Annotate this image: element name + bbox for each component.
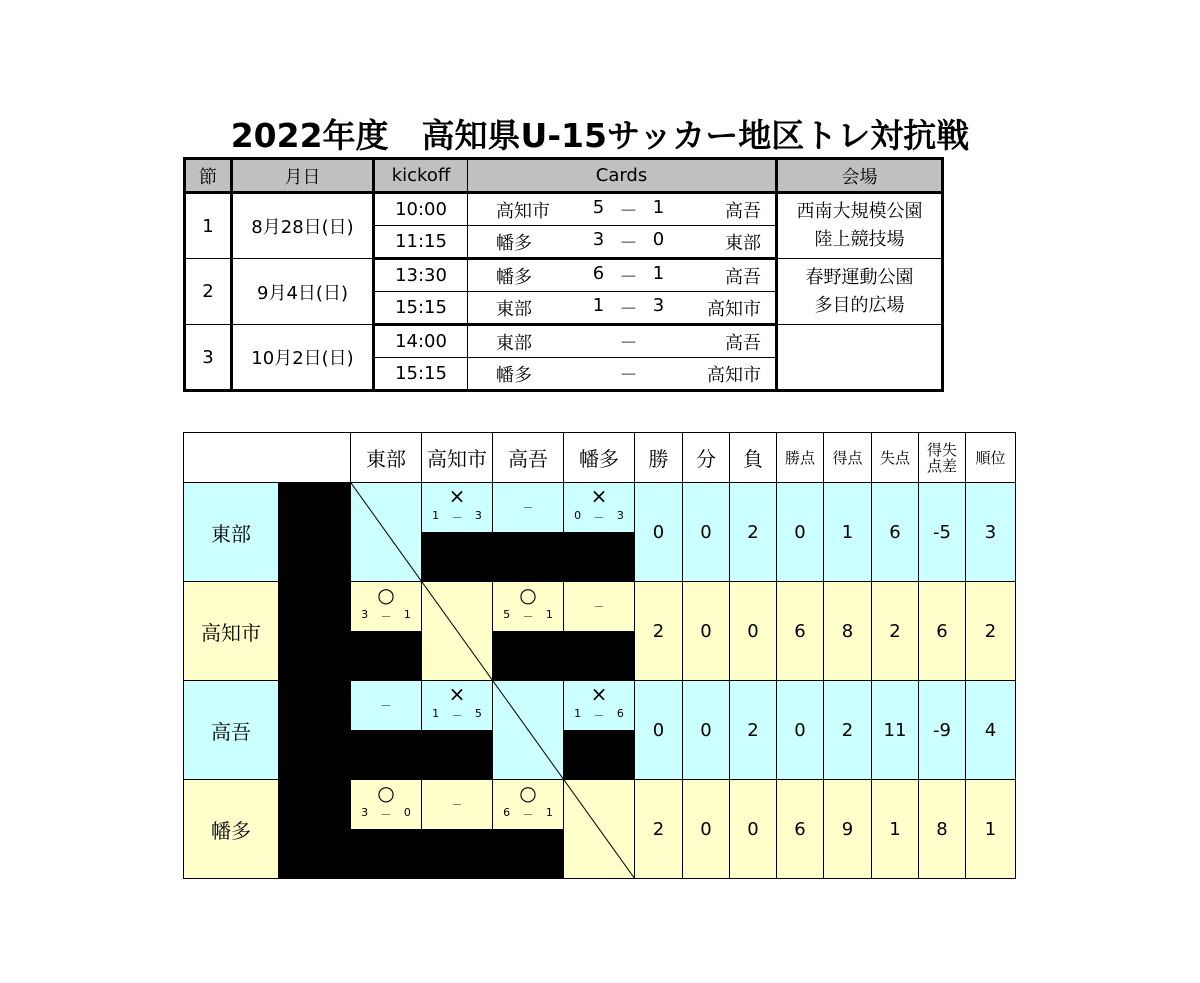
unplayed-dash: － bbox=[451, 798, 463, 812]
away-score bbox=[652, 329, 666, 355]
score-separator: － bbox=[619, 266, 638, 288]
diagonal-stroke bbox=[493, 681, 564, 780]
standings-grid bbox=[183, 432, 1015, 878]
score-separator: － bbox=[619, 364, 638, 386]
black-column bbox=[278, 482, 351, 879]
goals-against: 3 bbox=[616, 509, 624, 522]
goals-against: 3 bbox=[474, 509, 482, 522]
result-score bbox=[351, 608, 421, 624]
stat-cell: 6 bbox=[776, 581, 824, 681]
win-mark: ○ bbox=[377, 781, 395, 805]
stat-cell: 2 bbox=[729, 680, 777, 780]
match-score bbox=[569, 329, 689, 355]
row-team-name: 高知市 bbox=[183, 581, 279, 681]
stat-cell: 2 bbox=[823, 680, 872, 780]
black-cell bbox=[492, 532, 564, 583]
win-mark: ○ bbox=[377, 583, 395, 607]
away-team: 高吾 bbox=[725, 332, 761, 354]
away-score bbox=[652, 361, 666, 387]
home-score: 1 bbox=[592, 294, 605, 316]
away-team: 高吾 bbox=[725, 200, 761, 222]
match-card bbox=[468, 259, 777, 292]
venue-line1: 西南大規模公園 bbox=[796, 201, 923, 222]
score-separator: － bbox=[619, 332, 638, 354]
match-score bbox=[569, 197, 689, 223]
stat-cell: 8 bbox=[823, 581, 872, 681]
stat-cell: 1 bbox=[823, 482, 872, 582]
schedule-row bbox=[185, 193, 943, 226]
diagonal-line bbox=[351, 483, 422, 582]
match-card bbox=[468, 325, 777, 358]
score-dash: － bbox=[593, 511, 605, 524]
header-goal-diff-line1: 得失 bbox=[926, 440, 957, 459]
schedule-row bbox=[185, 325, 943, 358]
schedule-header-row bbox=[185, 159, 943, 193]
match-venue bbox=[777, 193, 943, 259]
result-score bbox=[422, 707, 492, 723]
result-cell bbox=[492, 581, 564, 632]
match-line bbox=[468, 197, 775, 223]
black-cell bbox=[350, 631, 422, 682]
stat-cell: 2 bbox=[871, 581, 919, 681]
diagonal-line bbox=[493, 681, 564, 780]
home-team: 東部 bbox=[496, 298, 532, 320]
stat-cell: 4 bbox=[965, 680, 1016, 780]
away-team: 高知市 bbox=[707, 364, 761, 386]
black-cell bbox=[421, 730, 493, 781]
stat-cell: 0 bbox=[682, 482, 730, 582]
diagonal-stroke bbox=[351, 483, 422, 582]
result-cell bbox=[492, 482, 564, 533]
goals-for: 6 bbox=[503, 806, 511, 819]
black-cell bbox=[563, 730, 635, 781]
goals-for: 1 bbox=[574, 707, 582, 720]
stat-cell: 1 bbox=[965, 779, 1016, 879]
col-header: 分 bbox=[682, 432, 730, 483]
match-line bbox=[468, 229, 775, 255]
col-header: 勝 bbox=[634, 432, 683, 483]
kickoff-time: 11:15 bbox=[374, 226, 468, 259]
goals-against: 1 bbox=[545, 608, 553, 621]
col-header: 高知市 bbox=[421, 432, 493, 483]
kickoff-time: 15:15 bbox=[374, 358, 468, 391]
home-score: 5 bbox=[592, 196, 605, 218]
row-team-name: 高吾 bbox=[183, 680, 279, 780]
self-match-cell bbox=[421, 581, 493, 681]
result-score bbox=[493, 608, 563, 624]
match-venue bbox=[777, 325, 943, 391]
col-header: 負 bbox=[729, 432, 777, 483]
stat-cell: 9 bbox=[823, 779, 872, 879]
stat-cell: 2 bbox=[729, 482, 777, 582]
diagonal-stroke bbox=[422, 582, 493, 681]
score-dash: － bbox=[380, 808, 392, 821]
stat-cell: -9 bbox=[918, 680, 966, 780]
home-team: 高知市 bbox=[496, 200, 550, 222]
col-header: 順位 bbox=[965, 432, 1016, 483]
stat-cell: 11 bbox=[871, 680, 919, 780]
black-cell bbox=[563, 532, 635, 583]
win-mark: ○ bbox=[519, 781, 537, 805]
round-number: 1 bbox=[185, 193, 232, 259]
result-cell bbox=[563, 482, 635, 533]
header-date: 月日 bbox=[232, 159, 374, 193]
stat-cell: 0 bbox=[682, 680, 730, 780]
goals-for: 3 bbox=[361, 608, 369, 621]
black-cell bbox=[421, 829, 493, 880]
result-cell bbox=[421, 482, 493, 533]
loss-mark: × bbox=[448, 682, 466, 706]
match-line bbox=[468, 295, 775, 321]
away-team: 東部 bbox=[725, 232, 761, 254]
score-dash: － bbox=[451, 709, 463, 722]
goals-for: 0 bbox=[574, 509, 582, 522]
away-score: 3 bbox=[652, 294, 665, 316]
stat-cell: 2 bbox=[965, 581, 1016, 681]
home-score: 3 bbox=[592, 228, 605, 250]
stat-cell: 0 bbox=[729, 779, 777, 879]
black-cell bbox=[492, 829, 564, 880]
away-score: 1 bbox=[652, 262, 665, 284]
standings-corner-cell bbox=[183, 432, 351, 483]
schedule-row bbox=[185, 259, 943, 292]
unplayed-dash: － bbox=[593, 600, 605, 614]
score-separator: － bbox=[619, 200, 638, 222]
stat-cell: 2 bbox=[634, 779, 683, 879]
goals-against: 1 bbox=[545, 806, 553, 819]
black-cell bbox=[421, 532, 493, 583]
goals-for: 1 bbox=[432, 707, 440, 720]
diagonal-line bbox=[422, 582, 493, 681]
loss-mark: × bbox=[448, 484, 466, 508]
col-header: 幡多 bbox=[563, 432, 635, 483]
header-goal-diff-line2: 点差 bbox=[926, 456, 957, 475]
black-cell bbox=[563, 631, 635, 682]
away-team: 高知市 bbox=[707, 298, 761, 320]
match-venue bbox=[777, 259, 943, 325]
row-team-name: 東部 bbox=[183, 482, 279, 582]
loss-mark: × bbox=[590, 484, 608, 508]
match-card bbox=[468, 193, 777, 226]
self-match-cell bbox=[563, 779, 635, 879]
stat-cell: 0 bbox=[729, 581, 777, 681]
round-number: 3 bbox=[185, 325, 232, 391]
stat-cell: 8 bbox=[918, 779, 966, 879]
away-score: 0 bbox=[652, 228, 665, 250]
col-header: 高吾 bbox=[492, 432, 564, 483]
match-card bbox=[468, 226, 777, 259]
home-score: 6 bbox=[592, 262, 605, 284]
match-date: 10月2日(日) bbox=[232, 325, 374, 391]
stat-cell: 6 bbox=[918, 581, 966, 681]
goals-for: 5 bbox=[503, 608, 511, 621]
match-score bbox=[569, 263, 689, 289]
goals-for: 3 bbox=[361, 806, 369, 819]
kickoff-time: 13:30 bbox=[374, 259, 468, 292]
result-cell bbox=[350, 680, 422, 731]
header-cards: Cards bbox=[468, 159, 777, 193]
diagonal-stroke bbox=[564, 780, 635, 879]
stat-cell: -5 bbox=[918, 482, 966, 582]
match-date: 8月28日(日) bbox=[232, 193, 374, 259]
stat-cell: 0 bbox=[634, 482, 683, 582]
score-separator: － bbox=[619, 232, 638, 254]
stat-cell: 0 bbox=[634, 680, 683, 780]
away-score: 1 bbox=[652, 196, 665, 218]
score-dash: － bbox=[522, 808, 534, 821]
home-score bbox=[592, 361, 606, 387]
schedule-body bbox=[185, 193, 943, 391]
home-score bbox=[592, 329, 606, 355]
home-team: 東部 bbox=[496, 332, 532, 354]
match-line bbox=[468, 329, 775, 355]
stat-cell: 0 bbox=[682, 581, 730, 681]
stat-cell: 0 bbox=[776, 680, 824, 780]
goals-for: 1 bbox=[432, 509, 440, 522]
match-card bbox=[468, 358, 777, 391]
stat-cell: 0 bbox=[682, 779, 730, 879]
result-cell bbox=[563, 680, 635, 731]
result-cell bbox=[350, 779, 422, 830]
venue-line1: 春野運動公園 bbox=[805, 266, 914, 288]
header-venue: 会場 bbox=[777, 159, 943, 193]
stat-cell: 2 bbox=[634, 581, 683, 681]
result-cell bbox=[350, 581, 422, 632]
col-header: 得点 bbox=[823, 432, 872, 483]
row-team-name: 幡多 bbox=[183, 779, 279, 879]
loss-mark: × bbox=[590, 682, 608, 706]
stat-cell: 0 bbox=[776, 482, 824, 582]
result-score bbox=[351, 806, 421, 822]
stat-cell: 6 bbox=[776, 779, 824, 879]
result-cell bbox=[421, 680, 493, 731]
black-cell bbox=[350, 730, 422, 781]
header-goal-diff bbox=[918, 432, 966, 483]
kickoff-time: 15:15 bbox=[374, 292, 468, 325]
score-dash: － bbox=[380, 610, 392, 623]
black-cell bbox=[350, 829, 422, 880]
result-cell bbox=[563, 581, 635, 632]
self-match-cell bbox=[492, 680, 564, 780]
goals-against: 1 bbox=[403, 608, 411, 621]
unplayed-dash: － bbox=[522, 501, 534, 515]
stat-cell: 6 bbox=[871, 482, 919, 582]
match-line bbox=[468, 263, 775, 289]
result-cell bbox=[492, 779, 564, 830]
away-team: 高吾 bbox=[725, 266, 761, 288]
kickoff-time: 10:00 bbox=[374, 193, 468, 226]
match-line bbox=[468, 361, 775, 387]
result-score bbox=[493, 806, 563, 822]
goals-against: 5 bbox=[474, 707, 482, 720]
stat-cell: 1 bbox=[871, 779, 919, 879]
col-header: 失点 bbox=[871, 432, 919, 483]
score-dash: － bbox=[522, 610, 534, 623]
kickoff-time: 14:00 bbox=[374, 325, 468, 358]
goals-against: 0 bbox=[403, 806, 411, 819]
result-score bbox=[564, 509, 634, 525]
match-score bbox=[569, 361, 689, 387]
page-title: 2022年度 高知県U-15サッカー地区トレ対抗戦 bbox=[230, 116, 970, 155]
score-dash: － bbox=[451, 511, 463, 524]
col-header: 勝点 bbox=[776, 432, 824, 483]
match-date: 9月4日(日) bbox=[232, 259, 374, 325]
match-score bbox=[569, 295, 689, 321]
unplayed-dash: － bbox=[380, 699, 392, 713]
goals-against: 6 bbox=[616, 707, 624, 720]
score-separator: － bbox=[619, 298, 638, 320]
result-cell bbox=[421, 779, 493, 830]
result-score bbox=[422, 509, 492, 525]
venue-line2: 陸上競技場 bbox=[814, 229, 905, 250]
round-number: 2 bbox=[185, 259, 232, 325]
match-score bbox=[569, 229, 689, 255]
stat-cell: 3 bbox=[965, 482, 1016, 582]
black-cell bbox=[492, 631, 564, 682]
schedule-table bbox=[183, 157, 944, 392]
col-header: 東部 bbox=[350, 432, 422, 483]
home-team: 幡多 bbox=[496, 232, 532, 254]
venue-line2: 多目的広場 bbox=[814, 294, 905, 316]
score-dash: － bbox=[593, 709, 605, 722]
result-score bbox=[564, 707, 634, 723]
header-round: 節 bbox=[185, 159, 232, 193]
header-kickoff: kickoff bbox=[374, 159, 468, 193]
diagonal-line bbox=[564, 780, 635, 879]
self-match-cell bbox=[350, 482, 422, 582]
home-team: 幡多 bbox=[496, 364, 532, 386]
win-mark: ○ bbox=[519, 583, 537, 607]
home-team: 幡多 bbox=[496, 266, 532, 288]
match-card bbox=[468, 292, 777, 325]
